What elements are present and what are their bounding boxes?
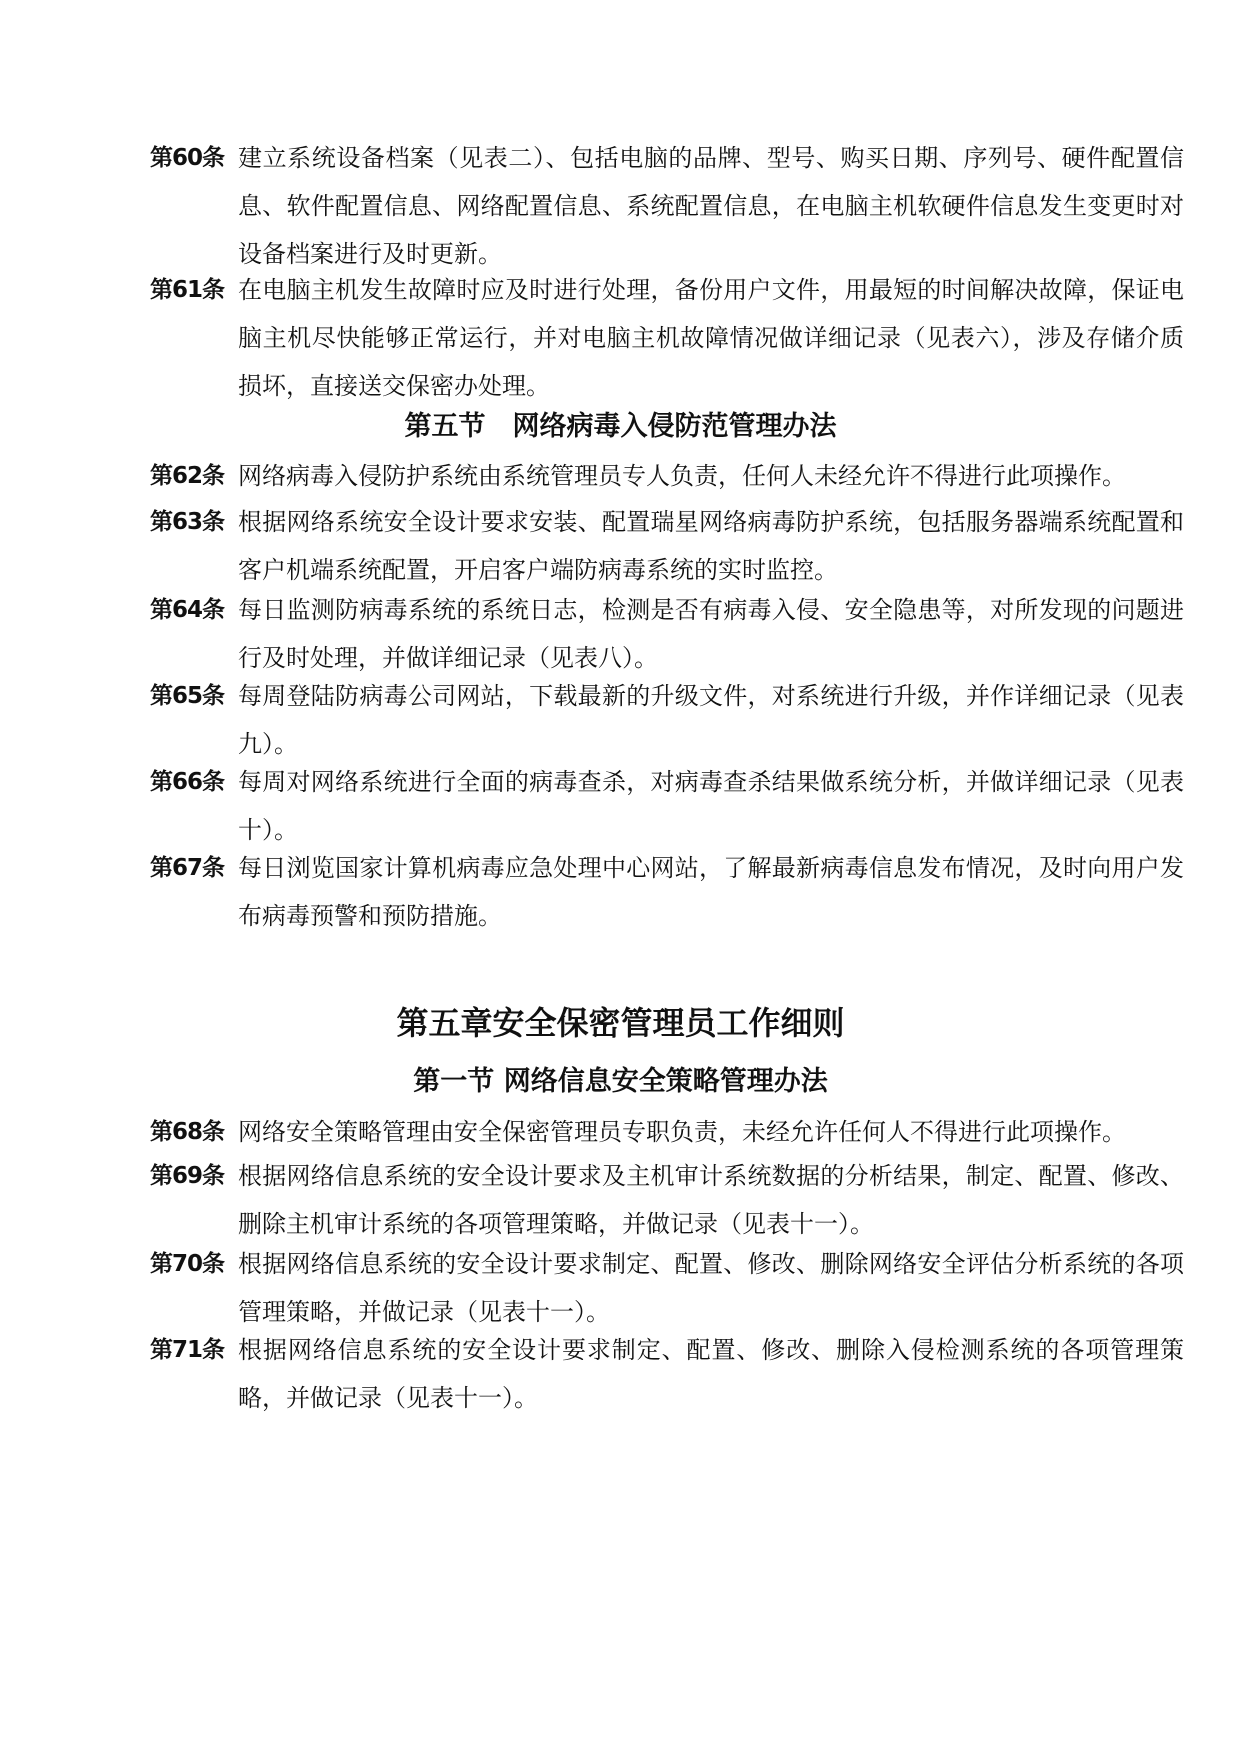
article-number: 第70条	[150, 1251, 225, 1277]
article-text: 每周对网络系统进行全面的病毒查杀，对病毒查杀结果做系统分析，并做详细记录（见表十）。	[238, 768, 1184, 844]
article-64	[150, 586, 1184, 682]
article-number: 第61条	[150, 277, 225, 303]
article-text: 每周登陆防病毒公司网站，下载最新的升级文件，对系统进行升级，并作详细记录（见表九）。	[238, 682, 1184, 758]
article-text: 根据网络信息系统的安全设计要求制定、配置、修改、删除入侵检测系统的各项管理策略，并做记录（见表十一）。	[238, 1336, 1184, 1412]
article-70	[150, 1240, 1184, 1336]
article-number: 第69条	[150, 1163, 225, 1189]
chapter-heading: 第五章安全保密管理员工作细则	[396, 1004, 845, 1042]
article-text: 每日浏览国家计算机病毒应急处理中心网站，了解最新病毒信息发布情况，及时向用户发布病毒预警和预防措施。	[238, 854, 1184, 930]
article-text: 建立系统设备档案（见表二）、包括电脑的品牌、型号、购买日期、序列号、硬件配置信息、软件配置信息、网络配置信息、系统配置信息，在电脑主机软硬件信息发生变更时对设备档案进行及时更新。	[238, 144, 1184, 268]
article-text: 根据网络信息系统的安全设计要求及主机审计系统数据的分析结果，制定、配置、修改、删除主机审计系统的各项管理策略，并做记录（见表十一）。	[238, 1162, 1184, 1238]
article-number: 第67条	[150, 855, 225, 881]
article-number: 第65条	[150, 683, 225, 709]
article-text: 网络病毒入侵防护系统由系统管理员专人负责，任何人未经允许不得进行此项操作。	[238, 462, 1126, 490]
article-61	[150, 266, 1184, 410]
article-number: 第62条	[150, 463, 225, 489]
article-number: 第60条	[150, 145, 225, 171]
article-number: 第68条	[150, 1119, 225, 1145]
article-60	[150, 134, 1184, 278]
article-67	[150, 844, 1184, 940]
article-66	[150, 758, 1184, 854]
article-number: 第71条	[150, 1337, 225, 1363]
article-text: 在电脑主机发生故障时应及时进行处理，备份用户文件，用最短的时间解决故障，保证电脑主机尽快能够正常运行，并对电脑主机故障情况做详细记录（见表六），涉及存储介质损坏，直接送交保密办处理。	[238, 276, 1184, 400]
article-number: 第64条	[150, 597, 225, 623]
article-text: 根据网络系统安全设计要求安装、配置瑞星网络病毒防护系统，包括服务器端系统配置和客户机端系统配置，开启客户端防病毒系统的实时监控。	[238, 508, 1184, 584]
article-number: 第63条	[150, 509, 225, 535]
article-text: 每日监测防病毒系统的系统日志，检测是否有病毒入侵、安全隐患等，对所发现的问题进行及时处理，并做详细记录（见表八）。	[238, 596, 1184, 672]
article-68	[150, 1108, 1184, 1156]
article-text: 根据网络信息系统的安全设计要求制定、配置、修改、删除网络安全评估分析系统的各项管理策略，并做记录（见表十一）。	[238, 1250, 1184, 1326]
article-62	[150, 452, 1184, 500]
article-65	[150, 672, 1184, 768]
article-69	[150, 1152, 1184, 1248]
section-heading-1: 第一节 网络信息安全策略管理办法	[413, 1066, 828, 1097]
article-text: 网络安全策略管理由安全保密管理员专职负责，未经允许任何人不得进行此项操作。	[238, 1118, 1126, 1146]
article-71	[150, 1326, 1184, 1422]
section-heading-5: 第五节 网络病毒入侵防范管理办法	[404, 411, 837, 442]
article-63	[150, 498, 1184, 594]
article-number: 第66条	[150, 769, 225, 795]
